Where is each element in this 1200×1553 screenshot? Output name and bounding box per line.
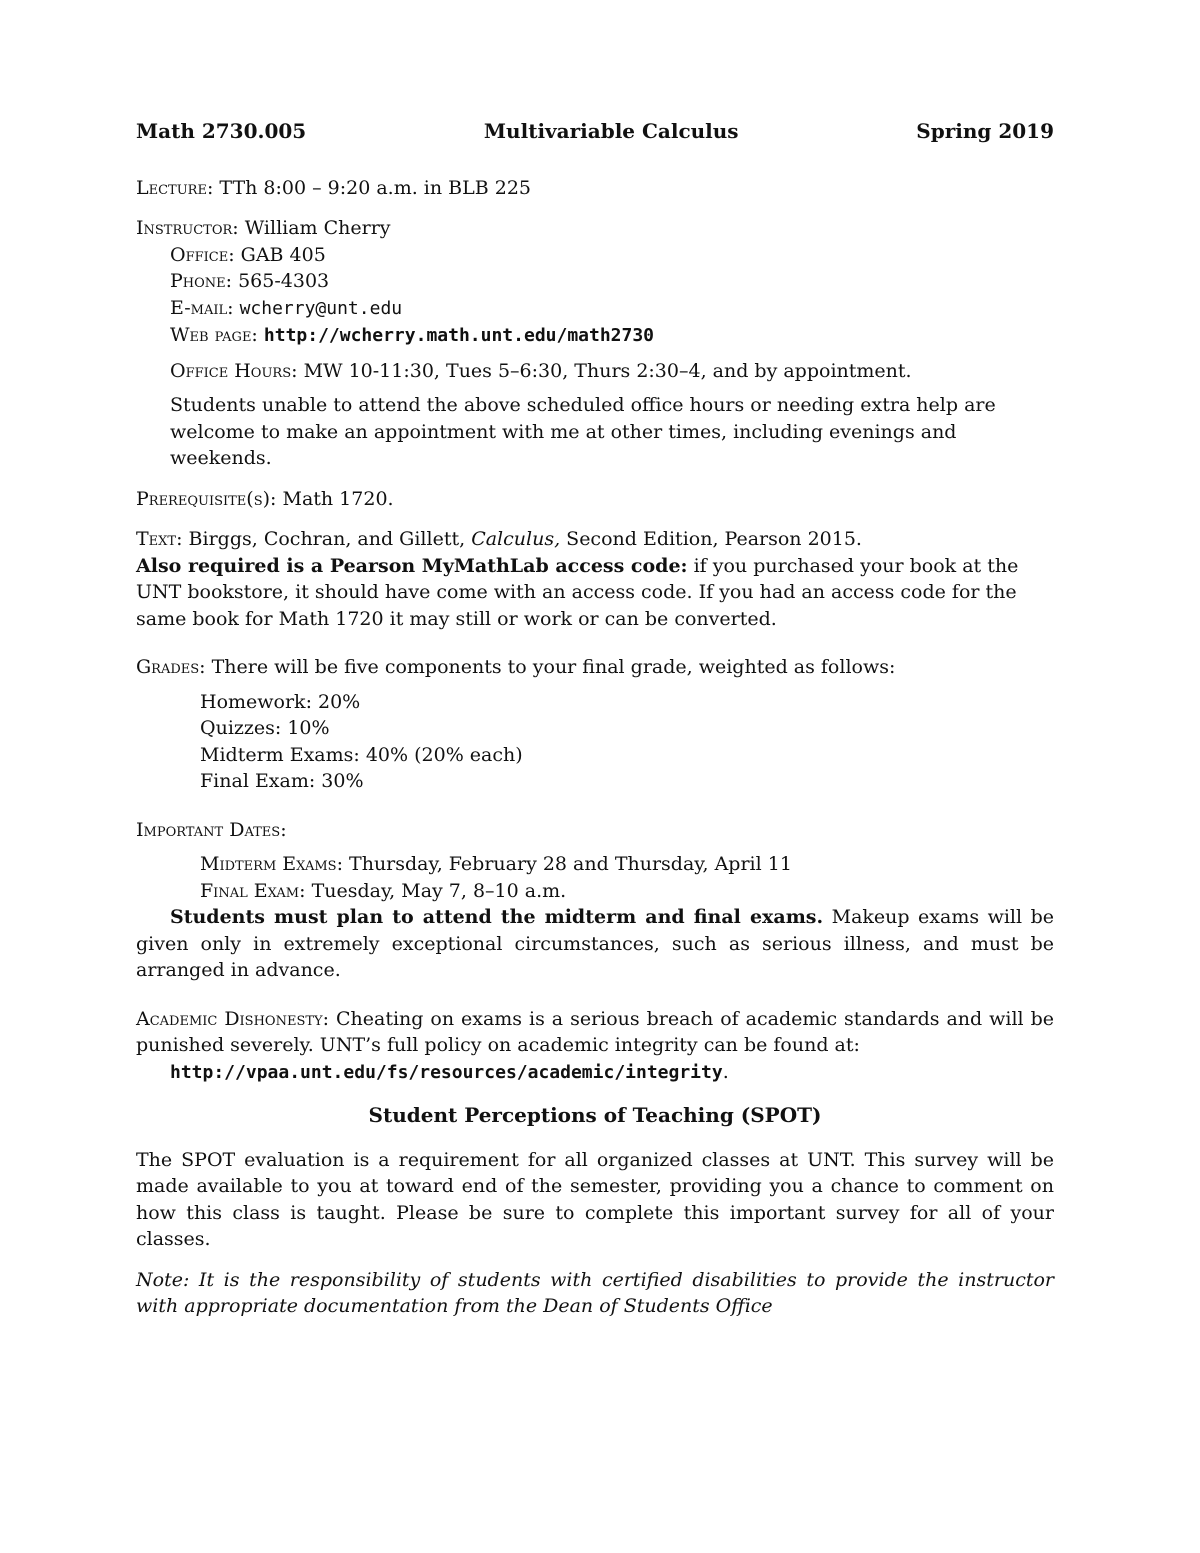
grade-item: Quizzes: 10% — [200, 717, 330, 739]
exam-attendance-paragraph — [136, 904, 1054, 984]
grades-intro: There will be five components to your final grade, weighted as follows: — [211, 656, 896, 678]
dishonesty-label: Academic Dishonesty: — [136, 1007, 330, 1030]
grades-label: Grades: — [136, 656, 206, 678]
midterm-label: Midterm Exams: — [200, 853, 343, 875]
grade-item: Homework: 20% — [200, 690, 361, 713]
spot-paragraph: The SPOT evaluation is a requirement for all organized classes at UNT. This survey will be made available to you at toward end of the semester, providing you a chance to comment on how this class is taught. Please be sure to complete this important survey for all of your classes. — [136, 1148, 1054, 1250]
final-line — [200, 878, 1054, 905]
lecture-value: TTh 8:00 – 9:20 a.m. in BLB 225 — [219, 176, 532, 199]
prereq-label: Prerequisite(s): — [136, 487, 277, 510]
phone-value: 565-4303 — [238, 270, 330, 292]
prereq-line — [136, 486, 1054, 513]
text-book: Calculus, — [471, 528, 561, 550]
term: Spring 2019 — [916, 119, 1054, 143]
exam-attendance-rest: Makeup exams will be given only in extremely exceptional circumstances, such as serious illness, and must be arranged in advance. — [136, 906, 1054, 981]
email-label: E-mail: — [170, 296, 234, 319]
office-hours-line — [170, 358, 1054, 385]
prereq-value: Math 1720. — [282, 487, 394, 510]
exam-attendance-bold: Students must plan to attend the midterm and final exams. — [170, 906, 824, 928]
access-code-rest: if you purchased your book at the UNT bookstore, it should have come with an access code. If you had an access code for the same book for Math 1720 it may still or work or can be converted. — [136, 554, 1019, 630]
midterm-value: Thursday, February 28 and Thursday, April 11 — [349, 853, 792, 875]
dishonesty-paragraph — [136, 1006, 1054, 1059]
grade-item: Midterm Exams: 40% (20% each) — [200, 743, 523, 766]
phone-line — [170, 268, 1054, 295]
dates-label: Important Dates: — [136, 818, 287, 841]
integrity-link[interactable]: http://vpaa.unt.edu/fs/resources/academic/integrity — [170, 1061, 723, 1083]
dates-list — [136, 851, 1054, 904]
dates-heading — [136, 817, 1054, 844]
email-line — [170, 295, 1054, 323]
web-label: Web page: — [170, 324, 258, 346]
text-line — [136, 526, 1054, 553]
grade-item: Final Exam: 30% — [200, 770, 364, 792]
access-code-paragraph — [136, 553, 1054, 633]
document-header — [136, 118, 1054, 145]
office-hours-note: Students unable to attend the above scheduled office hours or needing extra help are welcome to make an appointment with me at other times, including evenings and weekends. — [170, 394, 996, 469]
final-label: Final Exam: — [200, 879, 306, 902]
text-label: Text: — [136, 528, 183, 550]
integrity-url-suffix: . — [722, 1060, 729, 1083]
course-title: Multivariable Calculus — [483, 119, 739, 143]
access-code-bold: Also required is a Pearson MyMathLab access code: — [136, 554, 688, 577]
instructor-label: Instructor: — [136, 217, 239, 239]
office-line — [170, 242, 1054, 269]
syllabus-page — [136, 118, 1054, 1320]
office-value: GAB 405 — [240, 243, 326, 266]
grades-list — [136, 689, 1054, 795]
instructor-name: William Cherry — [244, 217, 391, 239]
phone-label: Phone: — [170, 270, 233, 292]
course-number: Math 2730.005 — [136, 119, 307, 143]
disability-note: Note: It is the responsibility of students with certified disabilities to provide the instructor with appropriate documentation from the Dean of Students Office — [136, 1268, 1054, 1317]
web-link[interactable]: http://wcherry.math.unt.edu/math2730 — [263, 325, 655, 346]
office-hours-label: Office Hours: — [170, 359, 298, 382]
web-line — [170, 322, 1054, 350]
text-edition: Second Edition, Pearson 2015. — [566, 528, 862, 550]
grades-line — [136, 654, 1054, 681]
final-value: Tuesday, May 7, 8–10 a.m. — [311, 879, 567, 902]
office-hours-value: MW 10-11:30, Tues 5–6:30, Thurs 2:30–4, and by appointment. — [303, 359, 912, 382]
integrity-url-line — [136, 1059, 1054, 1087]
lecture-line — [136, 175, 1054, 202]
midterm-line — [200, 851, 1054, 878]
text-authors: Birggs, Cochran, and Gillett, — [188, 528, 466, 550]
instructor-line — [136, 215, 1054, 242]
lecture-label: Lecture: — [136, 176, 214, 199]
dishonesty-text: Cheating on exams is a serious breach of academic standards and will be punished severely. UNT’s full policy on academic integrity can be found at: — [136, 1007, 1054, 1056]
instructor-details — [136, 242, 1054, 472]
office-label: Office: — [170, 243, 235, 266]
email-link[interactable]: wcherry@unt.edu — [239, 297, 403, 319]
spot-heading: Student Perceptions of Teaching (SPOT) — [368, 1103, 822, 1127]
